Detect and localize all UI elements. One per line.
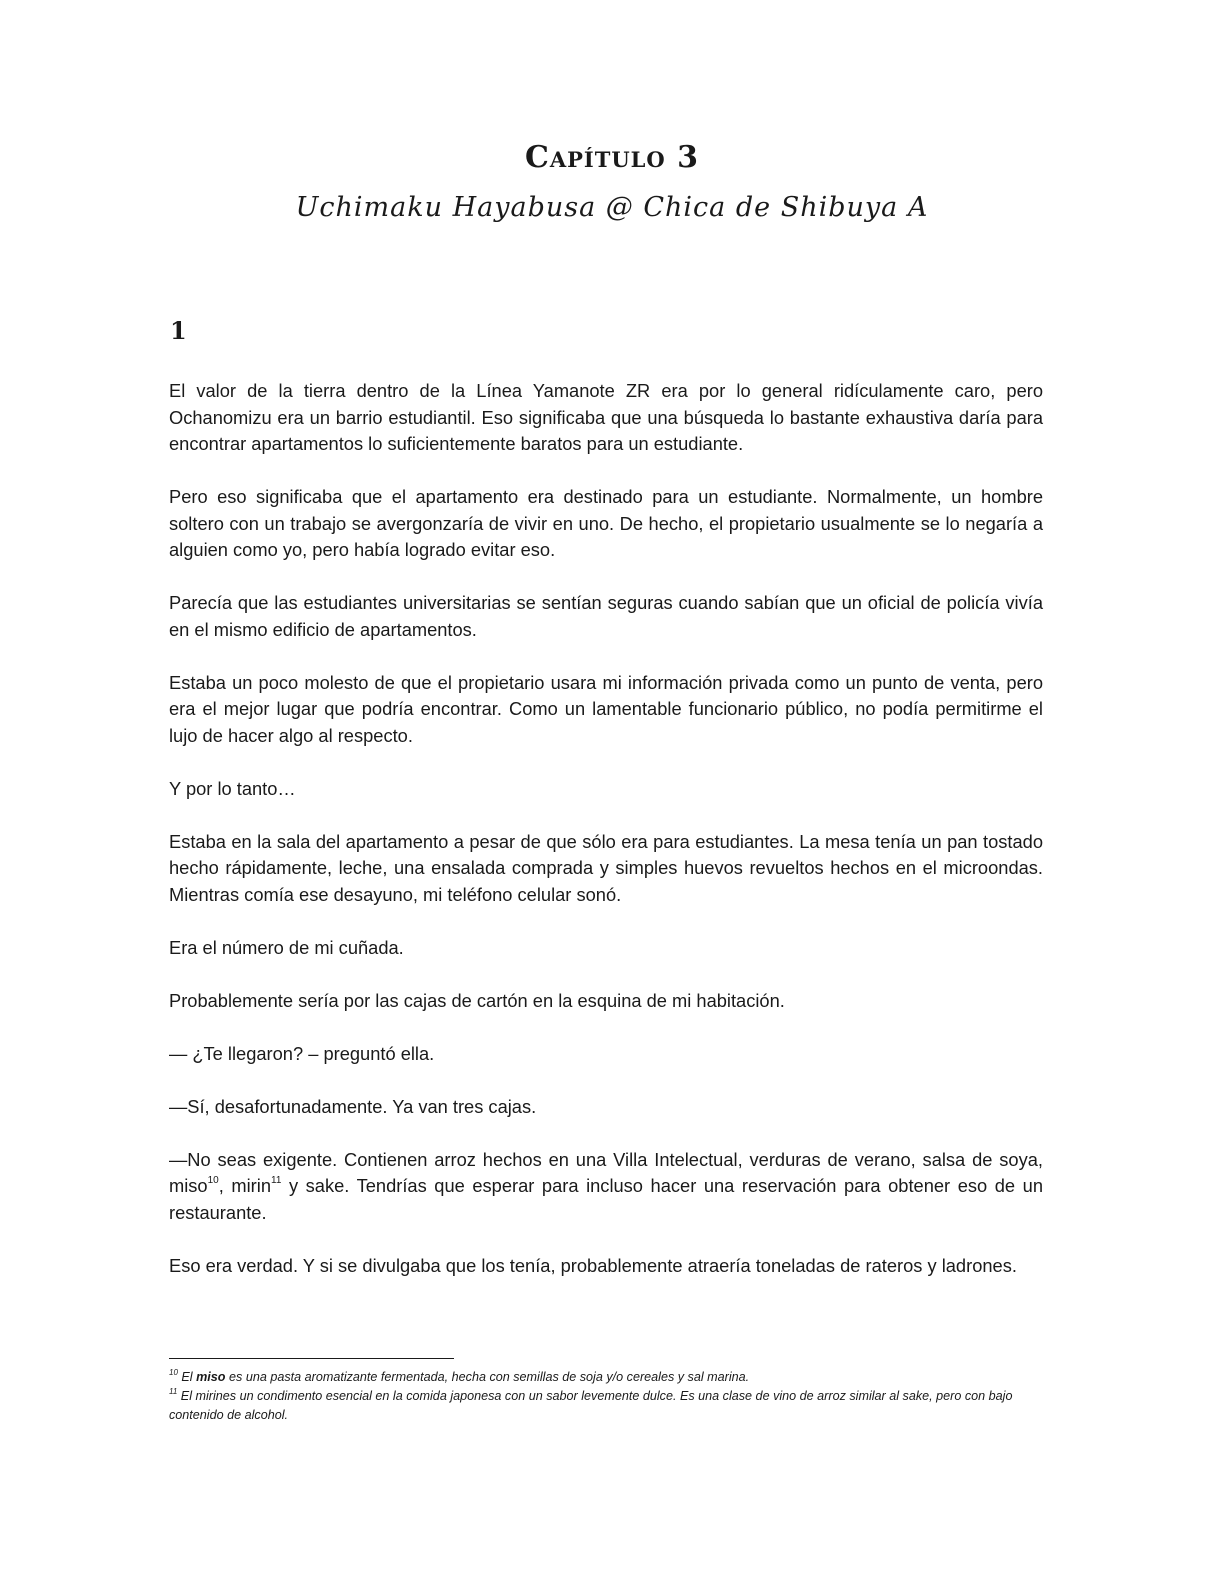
- paragraph: Y por lo tanto…: [169, 777, 296, 799]
- paragraph: Pero eso significaba que el apartamento era destinado para un estudiante. Normalmente, un hombre soltero con un trabajo se avergonzaría de vivir en uno. De hecho, el propietario usualmente se lo negaría a alguien como yo, pero había logrado evitar eso.: [169, 486, 1043, 560]
- footnote-ref[interactable]: 10: [207, 1174, 219, 1186]
- footnote: [169, 1368, 1043, 1387]
- footnote-number: 10: [169, 1367, 178, 1377]
- body-text: [169, 378, 1043, 1306]
- footnote: [169, 1387, 1043, 1425]
- footnote-divider: [169, 1358, 454, 1359]
- chapter-title: Capítulo 3: [524, 140, 700, 175]
- paragraph: El valor de la tierra dentro de la Línea Yamanote ZR era por lo general ridículamente caro, pero Ochanomizu era un barrio estudiantil. Eso significaba que una búsqueda lo bastante exhaustiva daría para encontrar apartamentos lo suficientemente baratos para un estudiante.: [169, 380, 1043, 454]
- footnote-ref[interactable]: 11: [271, 1174, 282, 1186]
- footnote-term: miso: [196, 1370, 226, 1384]
- footnote-number: 11: [169, 1386, 178, 1396]
- paragraph: Parecía que las estudiantes universitarias se sentían seguras cuando sabían que un oficial de policía vivía en el mismo edificio de apartamentos.: [169, 592, 1043, 640]
- paragraph: Era el número de mi cuñada.: [169, 936, 404, 958]
- paragraph-segment: y sake. Tendrías que esperar para incluso hacer una reservación para obtener eso de un restaurante.: [169, 1175, 1043, 1223]
- paragraph-segment: , mirin: [218, 1175, 271, 1196]
- paragraph: — ¿Te llegaron? – preguntó ella.: [169, 1042, 435, 1064]
- footnotes: [169, 1368, 1043, 1425]
- footnote-prefix: El: [177, 1370, 197, 1384]
- paragraph: Probablemente sería por las cajas de cartón en la esquina de mi habitación.: [169, 989, 785, 1011]
- paragraph: Estaba un poco molesto de que el propietario usara mi información privada como un punto de venta, pero era el mejor lugar que podría encontrar. Como un lamentable funcionario público, no podía permitirme el lujo de hacer algo al respecto.: [169, 671, 1043, 746]
- paragraph: Estaba en la sala del apartamento a pesar de que sólo era para estudiantes. La mesa tenía un pan tostado hecho rápidamente, leche, una ensalada comprada y simples huevos revueltos hechos en el microondas. Mientras comía ese desayuno, mi teléfono celular sonó.: [169, 830, 1043, 905]
- paragraph-with-footnotes: [169, 1147, 1043, 1227]
- section-number: 1: [170, 316, 187, 345]
- paragraph: Eso era verdad. Y si se divulgaba que los tenía, probablemente atraería toneladas de rateros y ladrones.: [169, 1254, 1017, 1276]
- paragraph-segment: —No seas exigente. Contienen arroz hechos en una Villa Intelectual, verduras de verano, salsa de soya, miso: [169, 1148, 1043, 1196]
- footnote-text: es una pasta aromatizante fermentada, hecha con semillas de soja y/o cereales y sal marina.: [225, 1370, 750, 1384]
- footnote-text: El mirines un condimento esencial en la comida japonesa con un sabor levemente dulce. Es una clase de vino de arroz similar al sake, pero con bajo contenido de alcohol.: [169, 1389, 1013, 1422]
- paragraph: —Sí, desafortunadamente. Ya van tres cajas.: [169, 1095, 537, 1117]
- chapter-subtitle: Uchimaku Hayabusa @ Chica de Shibuya A: [295, 192, 929, 223]
